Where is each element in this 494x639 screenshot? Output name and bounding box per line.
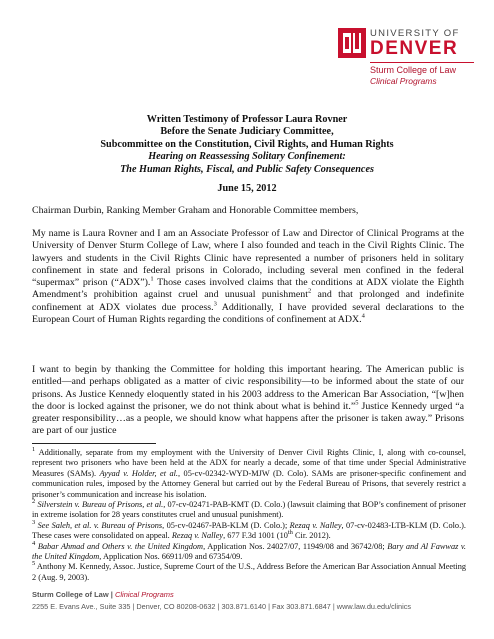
paragraph-1 (32, 228, 464, 326)
footnotes (32, 448, 466, 583)
testimony-date: June 15, 2012 (217, 183, 277, 194)
p1-text-c: and that prolonged and indefinite confinement at ADX violates due process. (32, 289, 464, 313)
logo-university-text: UNIVERSITY OF (370, 28, 460, 39)
title-line-2: Before the Senate Judiciary Committee, (160, 126, 334, 138)
footnote-3-text-c: , 07-cv-02483-LTB-KLM (D. Colo.). These cases were consolidated on appeal. (32, 520, 466, 541)
footer-separator: | (108, 590, 115, 599)
title-line-1: Written Testimony of Professor Laura Rovner (146, 114, 348, 125)
logo-denver-text: DENVER (370, 38, 459, 59)
footnote-3-text-e: Cir. 2012). (292, 531, 331, 541)
footnote-divider (32, 443, 156, 444)
footnote-ref-2: 2 (307, 288, 312, 296)
footnote-4-case-1: Babar Ahmad and Others v. the United Kingdom (37, 541, 204, 551)
footnote-3-ordinal: th (287, 529, 293, 537)
footnote-3-case-1: See Saleh, et al. v. Bureau of Prisons (37, 520, 163, 530)
footnote-3-text-b: , 05-cv-02467-PAB-KLM (D. Colo.); (162, 520, 290, 530)
footnote-2-case: Silverstein v. Bureau of Prisons, et al. (37, 500, 164, 510)
page-footer (32, 590, 472, 611)
footnote-5 (32, 562, 466, 583)
title-line-3: Subcommittee on the Constitution, Civil Rights, and Human Rights (100, 138, 394, 150)
p2-text-a: I want to begin by thanking the Committee for holding this important hearing. The American public is entitled—and perhaps obligated as a matter of civic responsibility—to be informed about the state of our prisons. As Justice Kennedy eloquently stated in his 2003 address to the American Bar Association, “[w]hen the door is locked against the prisoner, we do not think about what is behind it.” (32, 364, 464, 412)
p1-text-b: Those cases involved claims that the conditions at ADX violate the Eighth Amendment’s prohibition against cruel and unusual punishment (32, 277, 464, 301)
footnote-3-case-2: Rezaq v. Nalley (289, 520, 342, 530)
footnote-4-text-c: , Application Nos. 66911/09 and 67354/09. (99, 552, 243, 562)
footnote-3 (32, 521, 466, 542)
du-monogram-icon (338, 28, 366, 58)
footnote-2-number: 2 (32, 498, 36, 506)
footer-clinic: Clinical Programs (114, 590, 174, 599)
footnote-4-text-b: , Application Nos. 24027/07, 11949/08 and 36742/08; (203, 541, 388, 551)
footnote-ref-1: 1 (150, 275, 154, 283)
title-line-5: The Human Rights, Fiscal, and Public Safety Consequences (120, 163, 374, 175)
footer-institution (32, 590, 472, 599)
footnote-3-number: 3 (32, 519, 36, 527)
footnote-1-case: Ayyad v. Holder, et al. (99, 468, 178, 478)
title-line-4: Hearing on Reassessing Solitary Confinement: (148, 151, 346, 163)
p1-text-a: My name is Laura Rovner and I am an Associate Professor of Law and Director of Clinical Programs at the University of Denver Sturm College of Law, where I also founded and teach in the Civil Rights Clinic. The lawyers and students in the Civil Rights Clinic have represented a number of prisoners held in solitary confinement in state and federal prisons in Colorado, including several men confined in the federal “supermax” prison (“ADX”). (32, 228, 464, 289)
footer-college: Sturm College of Law (32, 590, 109, 599)
p1-text-d: Additionally, I have provided several declarations to the European Court of Human Rights regarding the conditions of confinement at ADX. (32, 301, 464, 326)
footer-address: 2255 E. Evans Ave., Suite 335 | Denver, CO 80208-0632 | 303.871.6140 | Fax 303.871.6847 | www.law.du.edu/clinics (32, 602, 412, 611)
footnote-4-number: 4 (32, 539, 36, 547)
p2-text-b: Justice Kennedy urged “a greater responsibility…as a people, we should know what happens after the prisoner is taken away.” Prisons are part of our justice (32, 400, 464, 437)
footnote-2-text: , 07-cv-02471-PAB-KMT (D. Colo.) (lawsuit claiming that BOP’s confinement of prisoner in extreme isolation for 28 years constitutes cruel and unusual punishment). (32, 500, 466, 520)
footnote-5-text: Anthony M. Kennedy, Assoc. Justice, Supreme Court of the U.S., Address Before the American Bar Association Annual Meeting 2 (Aug. 9, 2003). (32, 562, 466, 582)
footnote-4-case-2: Bary and Al Fawwaz v. the United Kingdom (32, 541, 467, 562)
footnote-ref-4: 4 (361, 312, 365, 320)
footnote-1 (32, 448, 466, 500)
footnote-1-text-a: Additionally, separate from my employment with the University of Denver Civil Rights Clinic, I, along with co-counsel, represent two prisoners who have been held at the ADX for nearly a decade, some of that time under Special Administrative Measures (SAMs). (32, 448, 466, 478)
paragraph-2 (32, 364, 464, 438)
logo-divider (370, 62, 474, 63)
footnote-3-case-3: Rezaq v. Nalley (171, 531, 224, 541)
university-of-denver-logo (338, 28, 478, 120)
footnote-4 (32, 539, 467, 563)
footnote-5-number: 5 (32, 560, 36, 568)
footnote-1-text-b: , 05-cv-02342-WYD-MJW (D. Colo). SAMs are prisoner-specific confinement and communication rules, imposed by the Attorney General but carried out by the Federal Bureau of Prisons, that severely restrict a prisoner’s communication and increase his isolation. (32, 468, 466, 499)
logo-college-text: Sturm College of Law (370, 65, 457, 75)
footnote-ref-3: 3 (213, 300, 217, 308)
footnote-ref-5: 5 (355, 399, 359, 407)
logo-clinic-text: Clinical Programs (370, 76, 437, 86)
testimony-title (0, 114, 494, 176)
salutation: Chairman Durbin, Ranking Member Graham and Honorable Committee members, (32, 205, 359, 216)
footnote-3-text-d: , 677 F.3d 1001 (10 (223, 531, 288, 541)
footnote-2 (32, 500, 466, 521)
footnote-1-number: 1 (32, 446, 36, 454)
